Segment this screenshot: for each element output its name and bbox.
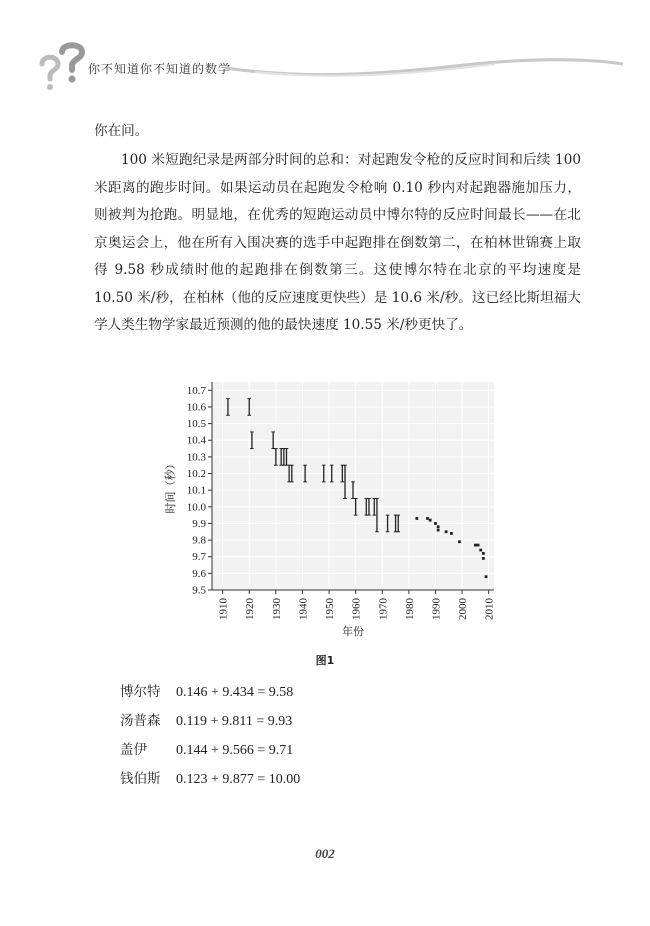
y-tick-label: 9.7	[192, 551, 206, 564]
y-tick-label: 10.2	[186, 468, 206, 481]
record-point	[458, 540, 461, 543]
athlete-name: 盖伊	[120, 742, 147, 758]
x-tick-label: 1960	[350, 598, 363, 620]
record-point	[426, 517, 429, 520]
x-tick-label: 1910	[217, 598, 230, 620]
record-point	[482, 557, 485, 560]
chart-container	[160, 372, 510, 646]
y-tick-label: 10.1	[186, 484, 206, 497]
record-point	[474, 544, 477, 547]
formula-row	[120, 678, 300, 707]
x-tick-label: 1920	[244, 598, 257, 620]
paragraph-intro: 你在问。	[94, 123, 149, 139]
record-point	[450, 532, 453, 535]
x-tick-label: 1950	[324, 598, 337, 620]
y-tick-label: 9.6	[192, 567, 206, 580]
x-tick-label: 1940	[297, 598, 310, 620]
record-point	[477, 544, 480, 547]
header-decorative-line	[225, 50, 625, 80]
x-tick-label: 1990	[430, 598, 443, 620]
paragraph-main: 100 米短跑纪录是两部分时间的总和：对起跑发令枪的反应时间和后续 100 米距离的跑步时间。如果运动员在起跑发令枪响 0.10 秒内对起跑器施加压力，则被判为抢跑。明显地，在优秀的短跑运动员中博尔特的反应时间最长——在北京奥运会上，他在所有入围决赛的选手中起跑排在倒数第二，在柏林世锦赛上取得 9.58 秒成绩时他的起跑排在倒数第三。这使博尔特在北京的平均速度是 10.50 米/秒，在柏林（他的反应速度更快些）是 10.6 米/秒。这已经比斯坦福大学人类生物学家最近预测的他的最快速度 10.55 米/秒更快了。	[94, 152, 581, 333]
y-axis-label: 时间（秒）	[164, 458, 177, 514]
formula-list	[120, 678, 300, 794]
y-tick-label: 10.6	[186, 401, 206, 414]
y-tick-label: 10.7	[186, 384, 206, 397]
record-point	[429, 519, 432, 522]
x-tick-label: 1980	[403, 598, 416, 620]
y-tick-label: 9.9	[192, 517, 206, 530]
y-tick-label: 9.8	[192, 534, 206, 547]
record-point	[437, 529, 440, 532]
athlete-name: 钱伯斯	[120, 771, 161, 787]
record-point	[415, 517, 418, 520]
question-marks-icon	[36, 42, 88, 92]
record-point	[485, 575, 488, 578]
formula-expression: 0.144 + 9.566 = 9.71	[176, 743, 294, 758]
record-times-chart	[160, 372, 510, 642]
page-number: 002	[315, 846, 335, 861]
record-point	[434, 522, 437, 525]
x-axis-label: 年份	[342, 625, 364, 638]
x-tick-label: 2000	[457, 598, 470, 620]
formula-expression: 0.146 + 9.434 = 9.58	[176, 685, 294, 700]
x-tick-label: 1970	[377, 598, 390, 620]
page-header	[0, 0, 650, 95]
x-tick-label: 1930	[270, 598, 283, 620]
y-tick-label: 10.5	[186, 418, 206, 431]
record-point	[482, 552, 485, 555]
formula-row	[120, 736, 300, 765]
y-tick-label: 9.5	[192, 584, 206, 597]
athlete-name: 汤普森	[120, 713, 161, 729]
header-title: 你不知道你不知道的数学	[88, 62, 232, 76]
figure-caption: 图1	[315, 654, 335, 667]
y-tick-label: 10.0	[186, 501, 206, 514]
y-tick-label: 10.3	[186, 451, 206, 464]
y-tick-label: 10.4	[186, 434, 206, 447]
formula-expression: 0.123 + 9.877 = 10.00	[176, 772, 301, 787]
formula-row	[120, 707, 300, 736]
formula-row	[120, 765, 300, 794]
record-point	[437, 525, 440, 528]
record-point	[445, 530, 448, 533]
record-point	[479, 549, 482, 552]
athlete-name: 博尔特	[120, 684, 161, 700]
x-tick-label: 2010	[483, 598, 496, 620]
formula-expression: 0.119 + 9.811 = 9.93	[176, 714, 293, 729]
